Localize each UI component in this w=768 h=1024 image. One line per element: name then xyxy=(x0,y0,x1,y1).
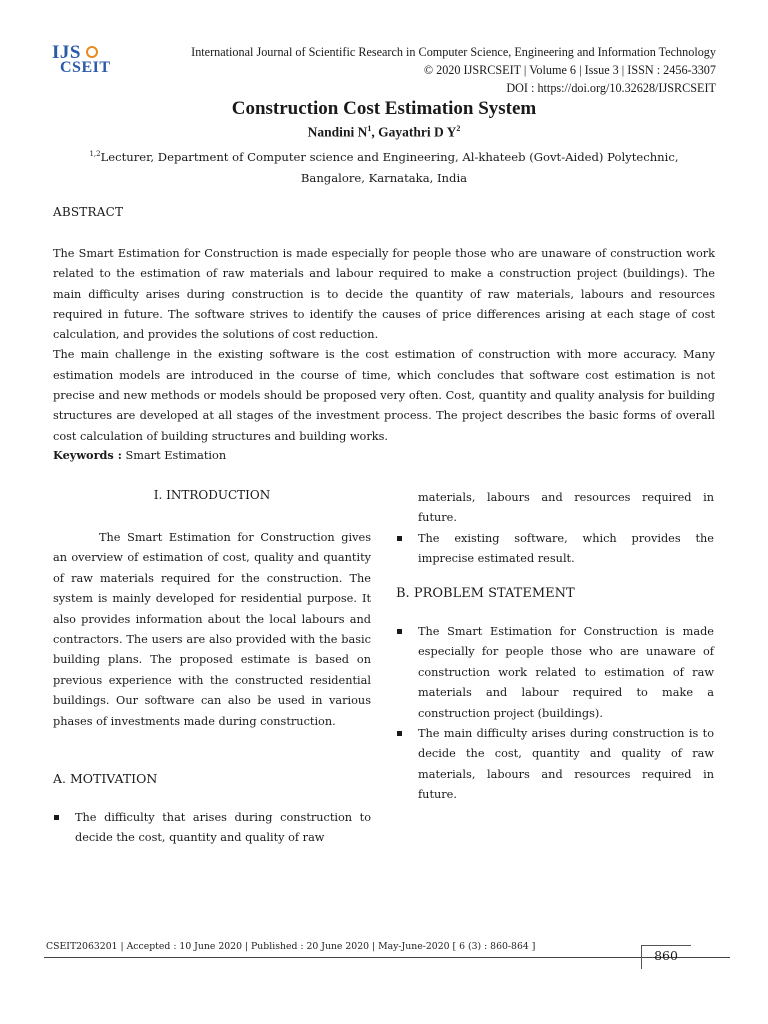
keywords-value: Smart Estimation xyxy=(125,449,227,462)
introduction-heading: I. INTRODUCTION xyxy=(153,488,271,502)
problem-statement-heading: B. PROBLEM STATEMENT xyxy=(396,586,575,601)
motivation-list xyxy=(53,808,371,849)
journal-name: International Journal of Scientific Research in Computer Science, Engineering and Information Technology xyxy=(191,45,716,59)
logo-text-top: IJS xyxy=(52,42,81,63)
right-column-continued xyxy=(396,488,714,570)
author-2-sup: 2 xyxy=(456,124,461,133)
paper-authors xyxy=(0,124,768,141)
footer-citation: CSEIT2063201 | Accepted : 10 June 2020 | Published : 20 June 2020 | May-June-2020 [ 6 (3) : 860-864 ] xyxy=(46,941,536,952)
affiliation xyxy=(60,144,708,189)
logo-ring-icon xyxy=(86,46,98,58)
paper-title: Construction Cost Estimation System xyxy=(231,98,537,119)
journal-issue: © 2020 IJSRCSEIT | Volume 6 | Issue 3 | ISSN : 2456-3307 xyxy=(423,63,716,77)
abstract-body xyxy=(53,244,715,447)
journal-doi[interactable]: DOI : https://doi.org/10.32628/IJSRCSEIT xyxy=(506,81,716,95)
keywords-label: Keywords : xyxy=(53,448,122,462)
author-1-sup: 1 xyxy=(367,124,372,133)
introduction-paragraph: The Smart Estimation for Construction gives an overview of estimation of cost, quality and quantity of raw materials required for the construction. The system is mainly developed for residential purpose. It also provides information about the local labours and contractors. The users are also provided with the basic building plans. The proposed estimate is based on previous experience with the constructed residential buildings. Our software can also be used in various phases of investments made during construction. xyxy=(53,531,371,728)
logo-text-bottom: CSEIT xyxy=(60,59,111,76)
keywords xyxy=(53,448,226,462)
affiliation-sup: 1,2 xyxy=(89,150,101,158)
list-item: The difficulty that arises during construction to decide the cost, quantity and quality of raw xyxy=(53,808,371,849)
list-item: The existing software, which provides the imprecise estimated result. xyxy=(396,529,714,570)
list-item: The Smart Estimation for Construction is made especially for people those who are unaware of construction work related to estimation of raw materials and labour required to make a construction project (buildings). xyxy=(396,622,714,724)
author-2: , Gayathri D Y xyxy=(371,124,457,140)
abstract-paragraph-1: The Smart Estimation for Construction is made especially for people those who are unaware of construction work related to the estimation of raw materials and labour required to make a construction project (buildings). The main difficulty arises during construction is to decide the quantity of raw materials, labours and resources required in future. The software strives to identify the causes of price differences arising at each stage of cost calculation, and provides the solutions of cost reduction. xyxy=(53,247,715,342)
footer-divider xyxy=(44,957,730,958)
author-1: Nandini N xyxy=(307,124,368,140)
abstract-heading: ABSTRACT xyxy=(53,205,124,219)
journal-logo xyxy=(50,42,116,80)
affiliation-line-2: Bangalore, Karnataka, India xyxy=(300,170,468,185)
motivation-heading: A. MOTIVATION xyxy=(53,771,158,786)
page-number: 860 xyxy=(654,948,678,963)
abstract-paragraph-2: The main challenge in the existing software is the cost estimation of construction with more accuracy. Many estimation models are introduced in the course of time, which concludes that software cost estimation is not precise and new methods or models should be proposed very often. Cost, quantity and quality analysis for building structures are developed at all stages of the investment process. The project describes the basic forms of overall cost calculation of building structures and building works. xyxy=(53,348,715,443)
affiliation-line-1: Lecturer, Department of Computer science and Engineering, Al-khateeb (Govt-Aided) Polytechnic, xyxy=(100,149,679,164)
list-item: The main difficulty arises during construction is to decide the cost, quantity and quality of raw materials, labours and resources required in future. xyxy=(396,724,714,806)
introduction-body xyxy=(53,528,371,732)
continued-text: materials, labours and resources required in future. xyxy=(418,491,714,525)
problem-statement-list xyxy=(396,622,714,806)
